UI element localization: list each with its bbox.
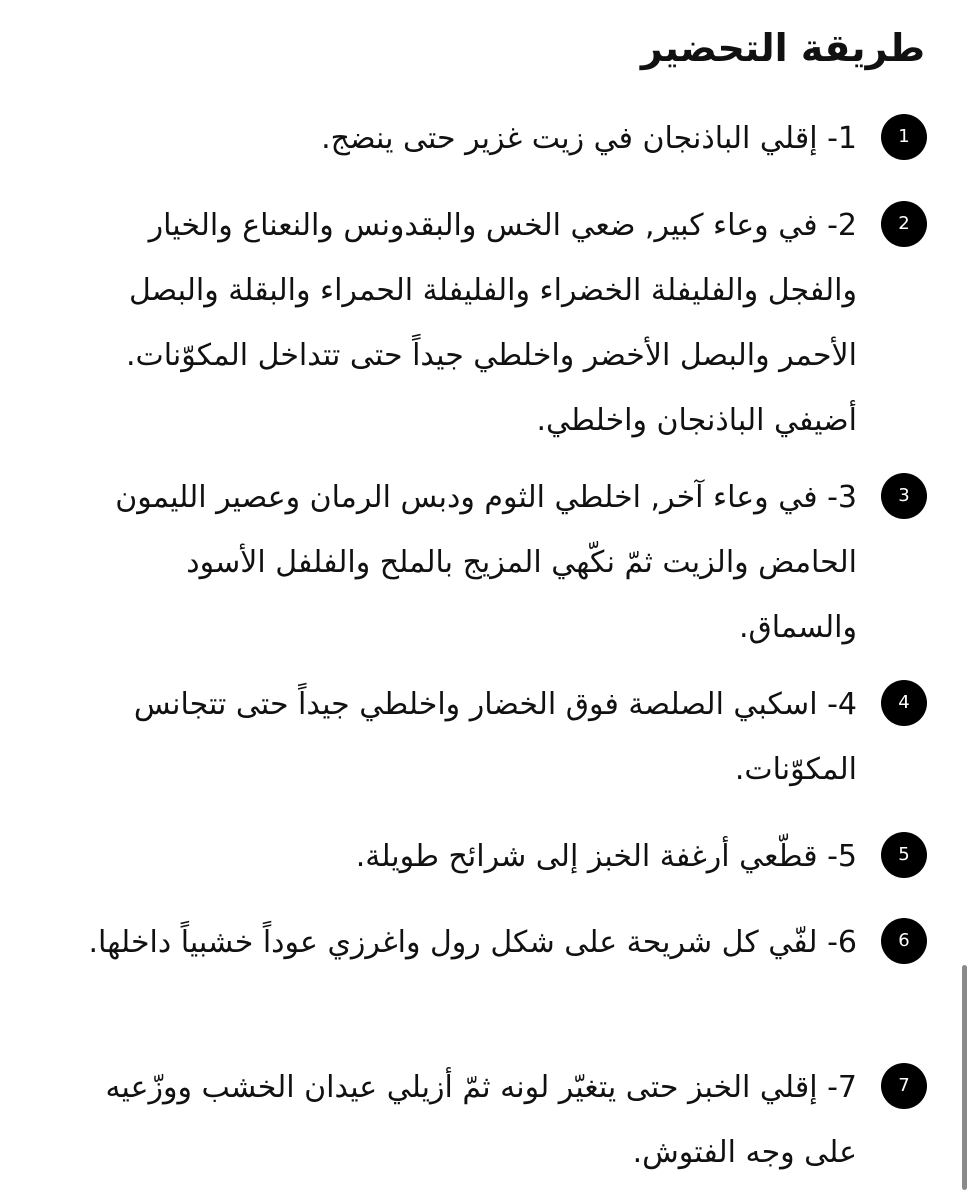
- step-number-badge: 4: [881, 680, 927, 726]
- step-number-badge: 2: [881, 201, 927, 247]
- step-text: 7- إقلي الخبز حتى يتغيّر لونه ثمّ أزيلي عيدان الخشب ووزّعيه على وجه الفتوش.: [105, 1070, 857, 1170]
- scrollbar-thumb[interactable]: [962, 965, 967, 1190]
- step-number-badge: 3: [881, 473, 927, 519]
- step-text: 4- اسكبي الصلصة فوق الخضار واخلطي جيداً حتى تتجانس المكوّنات.: [133, 687, 857, 787]
- step-text: 6- لفّي كل شريحة على شكل رول واغرزي عوداً خشبياً داخلها.: [88, 925, 857, 960]
- step-number-badge: 1: [881, 114, 927, 160]
- section-title: طريقة التحضير: [640, 26, 925, 70]
- step-text: 1- إقلي الباذنجان في زيت غزير حتى ينضج.: [321, 121, 857, 156]
- step-number-badge: 7: [881, 1063, 927, 1109]
- step-text: 5- قطّعي أرغفة الخبز إلى شرائح طويلة.: [355, 839, 857, 874]
- step-text: 3- في وعاء آخر, اخلطي الثوم ودبس الرمان وعصير الليمون الحامض والزيت ثمّ نكّهي المزيج بالملح والفلفل الأسود والسماق.: [115, 480, 857, 645]
- step-number-badge: 6: [881, 918, 927, 964]
- step-number-badge: 5: [881, 832, 927, 878]
- step-text: 2- في وعاء كبير, ضعي الخس والبقدونس والنعناع والخيار والفجل والفليفلة الخضراء والفليفلة الحمراء والبقلة والبصل الأحمر والبصل الأخضر واخلطي جيداً حتى تتداخل المكوّنات. أضيفي الباذنجان واخلطي.: [125, 208, 857, 438]
